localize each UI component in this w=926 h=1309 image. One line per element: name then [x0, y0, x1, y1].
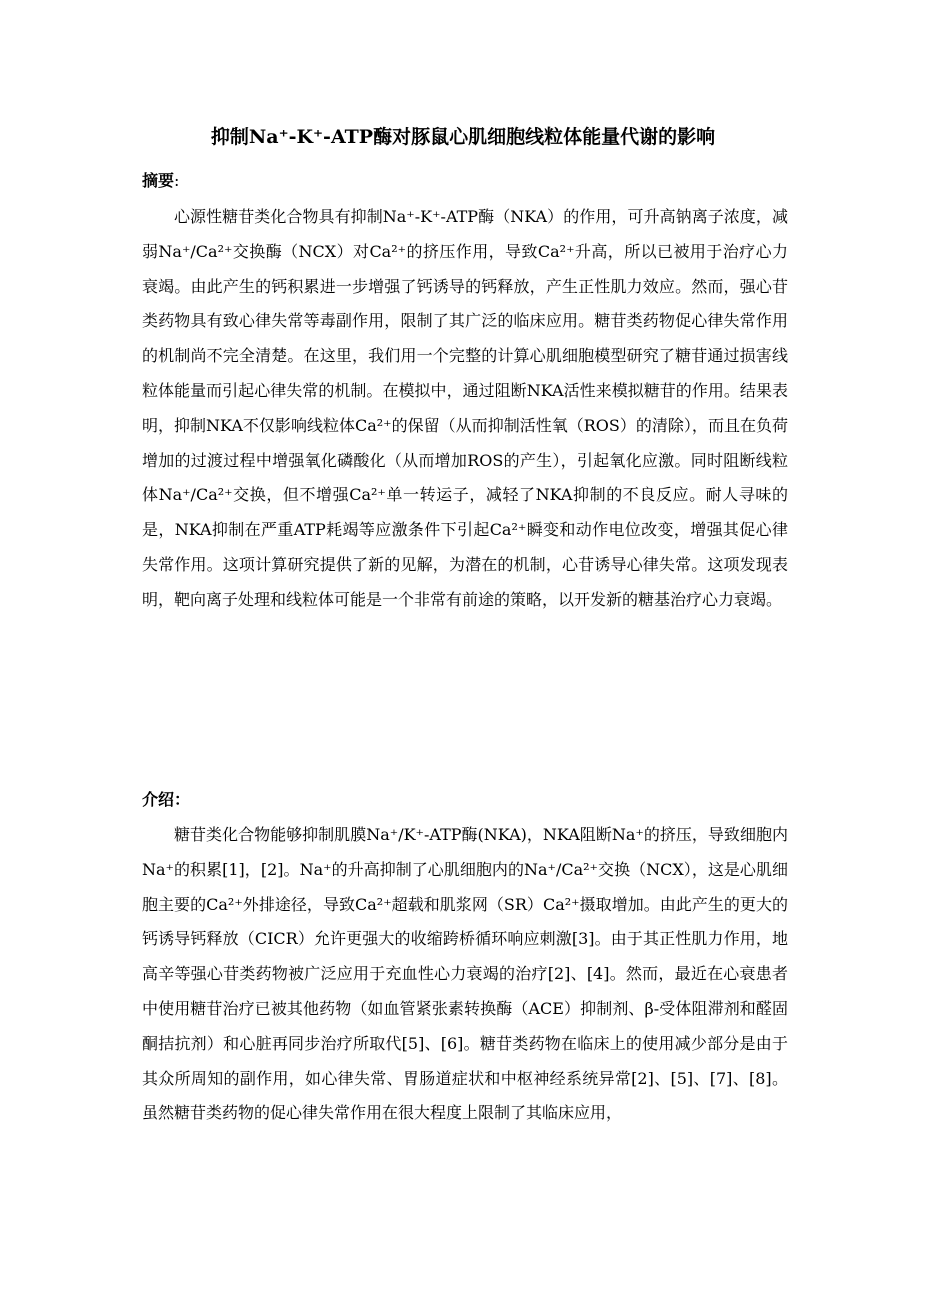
introduction-heading-colon: ： — [174, 790, 191, 809]
introduction-heading — [142, 789, 190, 811]
introduction-heading-label: 介绍 — [142, 790, 175, 809]
abstract-heading-colon: : — [174, 171, 180, 190]
abstract-heading-label: 摘要 — [142, 171, 175, 190]
abstract-paragraph: 心源性糖苷类化合物具有抑制Na⁺-K⁺-ATP酶（NKA）的作用，可升高钠离子浓度，减弱Na⁺/Ca²⁺交换酶（NCX）对Ca²⁺的挤压作用，导致Ca²⁺升高，所以已被用于治疗心力衰竭。由此产生的钙积累进一步增强了钙诱导的钙释放，产生正性肌力效应。然而，强心苷类药物具有致心律失常等毒副作用，限制了其广泛的临床应用。糖苷类药物促心律失常作用的机制尚不完全清楚。在这里，我们用一个完整的计算心肌细胞模型研究了糖苷通过损害线粒体能量而引起心律失常的机制。在模拟中，通过阻断NKA活性来模拟糖苷的作用。结果表明，抑制NKA不仅影响线粒体Ca²⁺的保留（从而抑制活性氧（ROS）的清除），而且在负荷增加的过渡过程中增强氧化磷酸化（从而增加ROS的产生），引起氧化应激。同时阻断线粒体Na⁺/Ca²⁺交换，但不增强Ca²⁺单一转运子，减轻了NKA抑制的不良反应。耐人寻味的是，NKA抑制在严重ATP耗竭等应激条件下引起Ca²⁺瞬变和动作电位改变，增强其促心律失常作用。这项计算研究提供了新的见解，为潜在的机制，心苷诱导心律失常。这项发现表明，靶向离子处理和线粒体可能是一个非常有前途的策略，以开发新的糖基治疗心力衰竭。 — [142, 207, 788, 609]
paper-title: 抑制Na⁺-K⁺-ATP酶对豚鼠心肌细胞线粒体能量代谢的影响 — [210, 126, 716, 148]
introduction-paragraph: 糖苷类化合物能够抑制肌膜Na⁺/K⁺-ATP酶(NKA)，NKA阻断Na⁺的挤压，导致细胞内Na⁺的积累[1]，[2]。Na⁺的升高抑制了心肌细胞内的Na⁺/Ca²⁺交换（NCX），这是心肌细胞主要的Ca²⁺外排途径，导致Ca²⁺超载和肌浆网（SR）Ca²⁺摄取增加。由此产生的更大的钙诱导钙释放（CICR）允许更强大的收缩跨桥循环响应刺激[3]。由于其正性肌力作用，地高辛等强心苷类药物被广泛应用于充血性心力衰竭的治疗[2]、[4]。然而，最近在心衰患者中使用糖苷治疗已被其他药物（如血管紧张素转换酶（ACE）抑制剂、β-受体阻滞剂和醛固酮拮抗剂）和心脏再同步治疗所取代[5]、[6]。糖苷类药物在临床上的使用减少部分是由于其众所周知的副作用，如心律失常、胃肠道症状和中枢神经系统异常[2]、[5]、[7]、[8]。虽然糖苷类药物的促心律失常作用在很大程度上限制了其临床应用， — [142, 825, 788, 1123]
abstract-heading — [142, 170, 179, 192]
